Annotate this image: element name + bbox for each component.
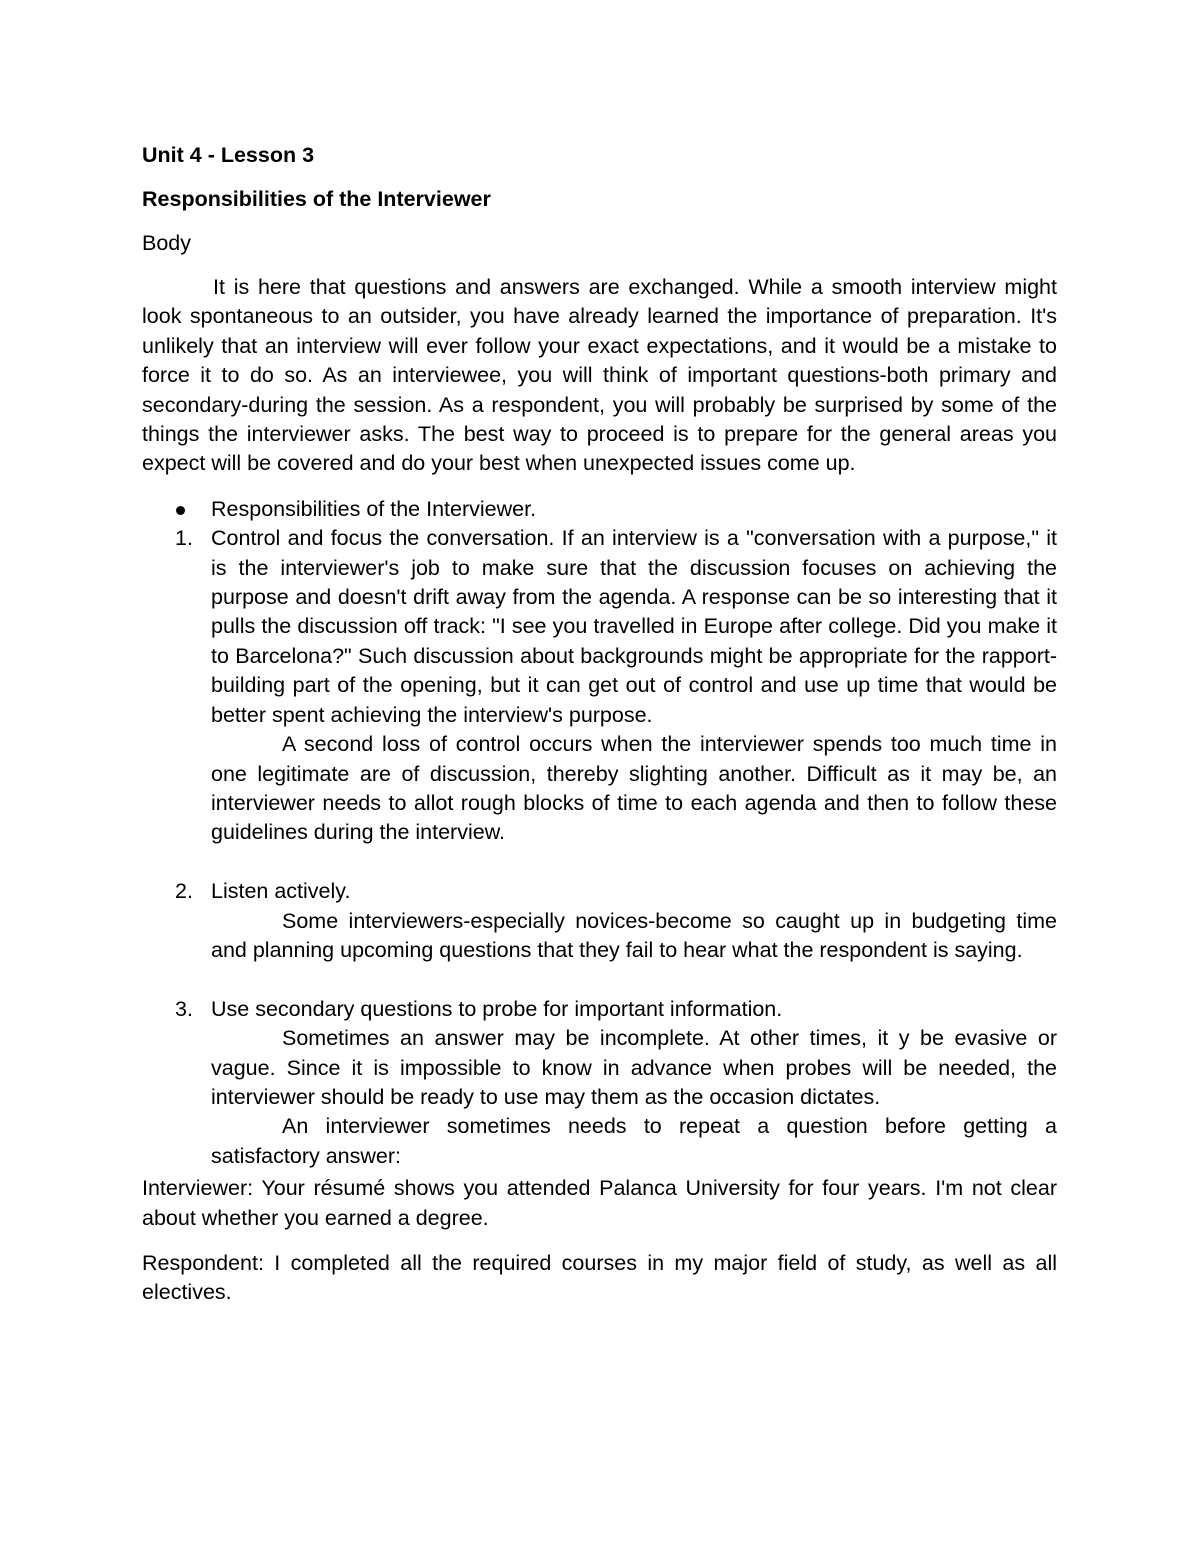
bullet-item [142, 495, 1057, 524]
document-page [142, 140, 1057, 1308]
list-item-text: Listen actively. [211, 879, 351, 904]
dialogue-respondent: Respondent: I completed all the required courses in my major field of study, as well as all electives. [142, 1250, 1057, 1305]
section-label: Body [142, 231, 192, 255]
dialogue-interviewer: Interviewer: Your résumé shows you attended Palanca University for four years. I'm not clear about whether you earned a degree. [142, 1176, 1057, 1230]
bullet-dot-icon [176, 506, 185, 515]
list-item-text: Control and focus the conversation. If an interview is a "conversation with a purpose," it is the interviewer's job to make sure that the discussion focuses on achieving the purpose and doesn't drift away from the agenda. A response can be so interesting that it pulls the discussion off track: "I see you travelled in Europe after college. Did you make it to Barcelona?" Such discussion about backgrounds might be appropriate for the rapport-building part of the opening, but it can get out of control and use up time that would be better spent achieving the interview's purpose. [211, 526, 1057, 727]
list-item-paragraph: Sometimes an answer may be incomplete. At other times, it y be evasive or vague. Since it is impossible to know in advance when probes will be needed, the interviewer should be ready to use may them as the occasion dictates. [211, 1026, 1057, 1109]
list-marker: 2. [175, 879, 193, 904]
intro-paragraph: It is here that questions and answers are exchanged. While a smooth interview might look spontaneous to an outsider, you have already learned the importance of preparation. It's unlikely that an interview will ever follow your exact expectations, and it would be a mistake to force it to do so. As an interviewee, you will think of important questions-both primary and secondary-during the session. As a respondent, you will probably be surprised by some of the things the interviewer asks. The best way to proceed is to prepare for the general areas you expect will be covered and do your best when unexpected issues come up. [142, 275, 1057, 476]
bullet-text: Responsibilities of the Interviewer. [211, 496, 537, 521]
list-item-text: Use secondary questions to probe for important information. [211, 996, 783, 1021]
list-item-paragraph: A second loss of control occurs when the interviewer spends too much time in one legitimate are of discussion, thereby slighting another. Difficult as it may be, an interviewer needs to allot rough blocks of time to each agenda and then to follow these guidelines during the interview. [211, 732, 1057, 845]
responsibilities-list [142, 495, 1057, 1171]
list-marker: 3. [175, 996, 193, 1021]
list-item [142, 995, 1057, 1171]
list-item-paragraph: Some interviewers-especially novices-become so caught up in budgeting time and planning upcoming questions that they fail to hear what the respondent is saying. [211, 908, 1057, 962]
list-marker: 1. [175, 526, 193, 551]
document-title: Unit 4 - Lesson 3 [142, 143, 315, 167]
document-subtitle: Responsibilities of the Interviewer [142, 187, 491, 211]
list-item [142, 524, 1057, 847]
list-item [142, 877, 1057, 965]
list-item-paragraph: An interviewer sometimes needs to repeat a question before getting a satisfactory answer: [211, 1114, 1057, 1168]
